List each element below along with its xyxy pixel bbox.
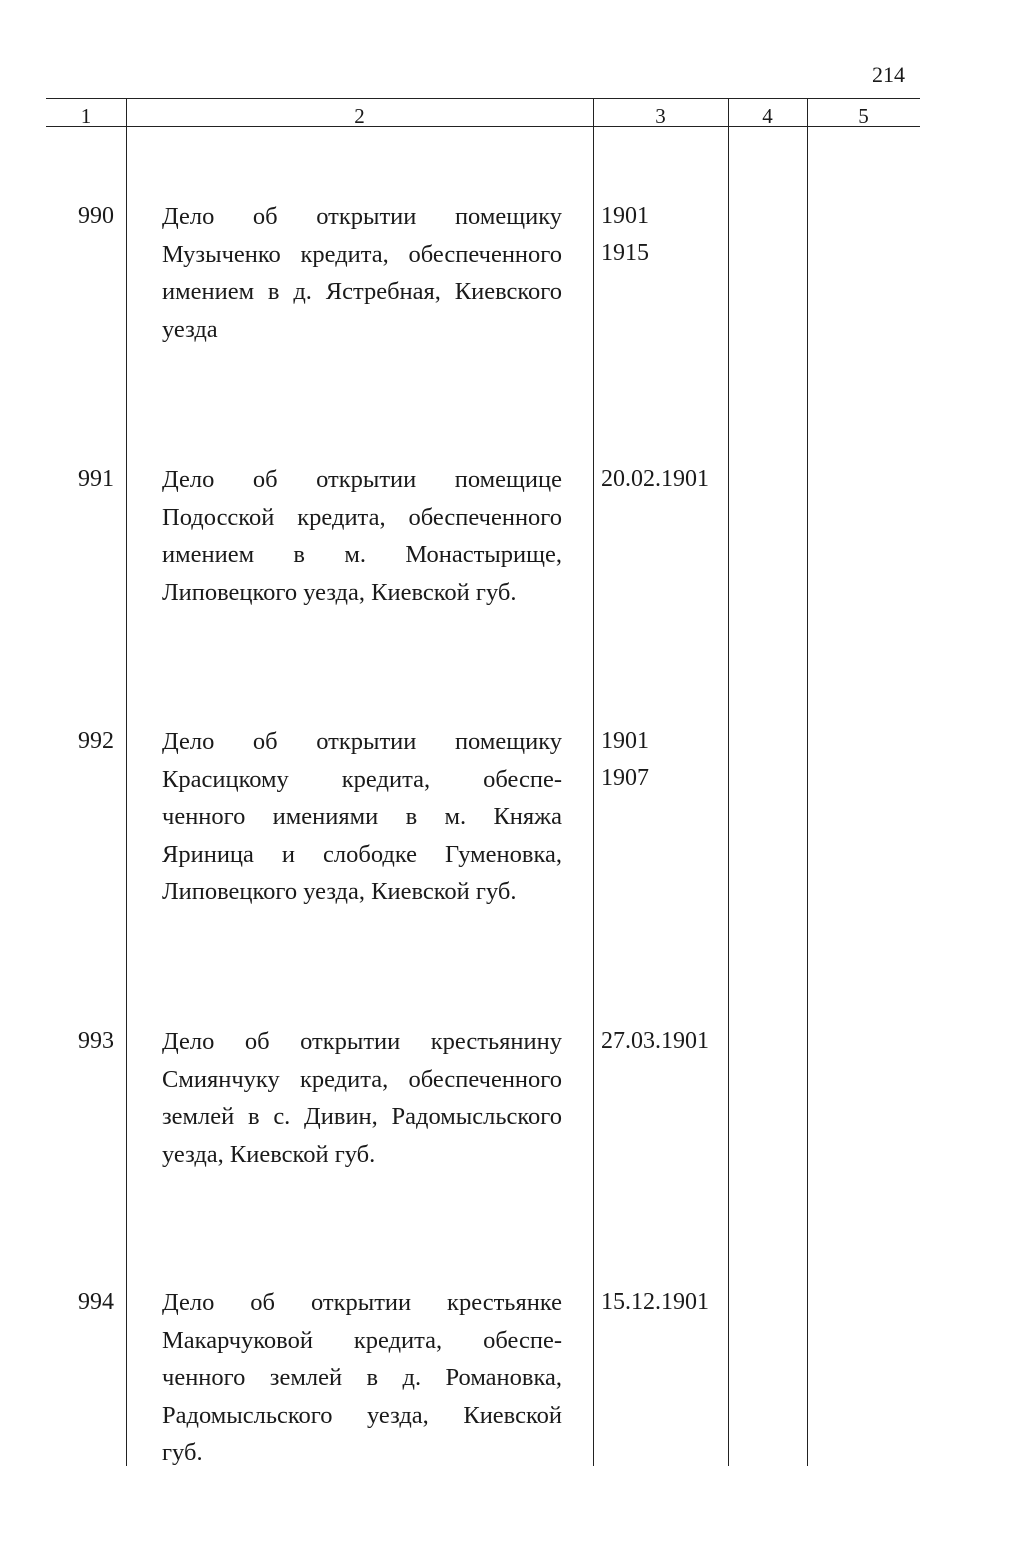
description-line: уезда (162, 315, 218, 343)
column-divider-2-3 (593, 98, 594, 1466)
description-line: Дело об открытии крестьянке (162, 1289, 562, 1316)
entry-date: 1901 (601, 728, 649, 754)
entry-number: 993 (78, 1028, 114, 1054)
column-divider-3-4 (728, 98, 729, 1466)
description-line: имением в м. Монастырище, (162, 541, 562, 568)
description-line: Смиянчуку кредита, обеспеченного (162, 1065, 562, 1093)
entry-number: 992 (78, 728, 114, 754)
description-line: Радомысльского уезда, Киевской (162, 1401, 562, 1429)
entry-description (162, 723, 562, 911)
column-header-3: 3 (655, 104, 666, 128)
entry-date: 1915 (601, 240, 649, 266)
entry-dates (601, 723, 725, 797)
description-line: Макарчуковой кредита, обеспе- (162, 1326, 562, 1354)
description-line: имением в д. Ястребная, Киевского (162, 278, 562, 305)
description-line: Яриница и слободке Гуменовка, (162, 840, 562, 868)
entry-number: 991 (78, 466, 114, 492)
description-line: ченного имениями в м. Княжа (162, 803, 562, 830)
entry-dates (601, 198, 725, 272)
entry-date: 1907 (601, 765, 649, 791)
description-line: Дело об открытии помещику (162, 203, 562, 230)
entry-description (162, 198, 562, 348)
column-divider-4-5 (807, 98, 808, 1466)
column-header-4: 4 (762, 104, 773, 128)
description-line: Дело об открытии помещику (162, 728, 562, 755)
description-line: Дело об открытии помещице (162, 466, 562, 493)
entry-description (162, 1284, 562, 1472)
description-line: губ. (162, 1439, 203, 1466)
column-divider-1-2 (126, 98, 127, 1466)
entry-number: 990 (78, 203, 114, 229)
description-line: землей в с. Дивин, Радомысльского (162, 1103, 562, 1130)
description-line: ченного землей в д. Романовка, (162, 1364, 562, 1391)
description-line: уезда, Киевской губ. (162, 1140, 376, 1168)
entry-date: 1901 (601, 203, 649, 229)
column-header-5: 5 (858, 104, 869, 128)
entry-description (162, 1023, 562, 1173)
column-header-2: 2 (354, 104, 365, 128)
entry-dates (601, 1023, 725, 1060)
page-number: 214 (872, 62, 905, 87)
entry-date: 15.12.1901 (601, 1289, 709, 1315)
description-line: Красицкому кредита, обеспе- (162, 765, 562, 793)
entry-number: 994 (78, 1289, 114, 1315)
description-line: Музыченко кредита, обеспеченного (162, 240, 562, 268)
description-line: Липовецкого уезда, Киевской губ. (162, 878, 517, 905)
description-line: Дело об открытии крестьянину (162, 1028, 562, 1055)
entry-date: 27.03.1901 (601, 1028, 709, 1054)
table-top-rule (46, 98, 920, 99)
entry-description (162, 461, 562, 611)
entry-dates (601, 1284, 725, 1321)
description-line: Подосской кредита, обеспеченного (162, 503, 562, 531)
entry-dates (601, 461, 725, 498)
column-header-1: 1 (80, 104, 92, 128)
entry-date: 20.02.1901 (601, 466, 709, 492)
description-line: Липовецкого уезда, Киевской губ. (162, 578, 517, 606)
